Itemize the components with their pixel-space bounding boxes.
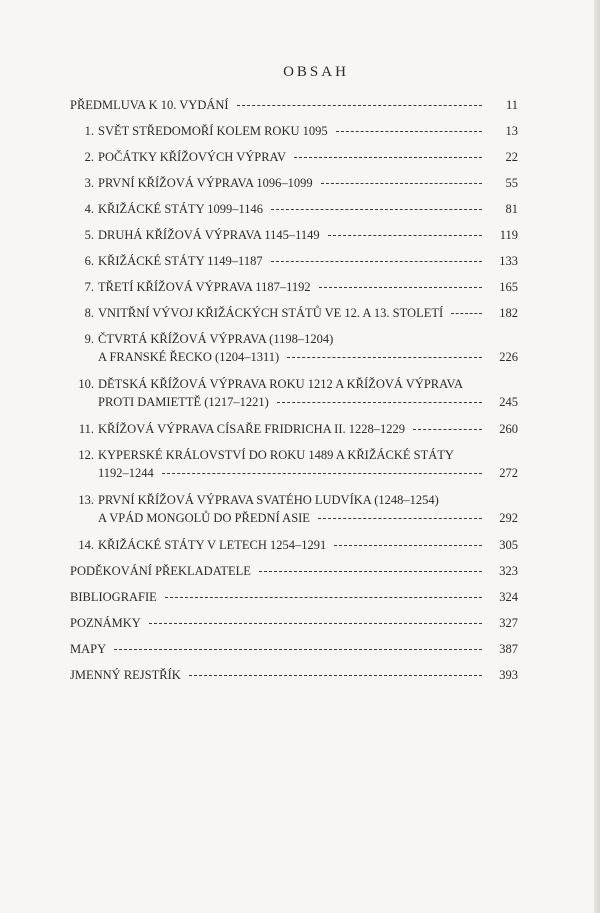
toc-entry-chapter-2[interactable] bbox=[70, 148, 518, 174]
toc-entry-title: KŘIŽÁCKÉ STÁTY 1149–1187 bbox=[98, 254, 263, 268]
toc-entry-title: ČTVRTÁ KŘÍŽOVÁ VÝPRAVA (1198–1204) bbox=[98, 332, 334, 346]
toc-entry-chapter-14[interactable] bbox=[70, 536, 518, 562]
toc-entry-title: KŘÍŽOVÁ VÝPRAVA CÍSAŘE FRIDRICHA II. 1228–1229 bbox=[98, 422, 405, 436]
dot-leader bbox=[413, 428, 482, 430]
dot-leader bbox=[162, 472, 482, 474]
chapter-number: 6. bbox=[84, 254, 94, 268]
dot-leader bbox=[259, 570, 482, 572]
toc-page-number: 55 bbox=[505, 176, 518, 190]
chapter-number: 12. bbox=[78, 448, 94, 462]
toc-entry-title: DRUHÁ KŘÍŽOVÁ VÝPRAVA 1145–1149 bbox=[98, 228, 320, 242]
toc-entry-bibliography[interactable] bbox=[70, 588, 518, 614]
toc-entry-chapter-7[interactable] bbox=[70, 278, 518, 304]
dot-leader bbox=[189, 674, 482, 676]
dot-leader bbox=[271, 208, 482, 210]
chapter-number: 1. bbox=[84, 124, 94, 138]
toc-entry-title-continued: PROTI DAMIETTĚ (1217–1221) bbox=[98, 395, 269, 409]
dot-leader bbox=[294, 156, 482, 158]
dot-leader bbox=[237, 104, 482, 106]
chapter-number: 10. bbox=[78, 377, 94, 391]
chapter-number: 4. bbox=[84, 202, 94, 216]
toc-page-number: 272 bbox=[499, 466, 518, 480]
toc-entry-title: BIBLIOGRAFIE bbox=[70, 590, 157, 604]
toc-entry-title-continued: A FRANSKÉ ŘECKO (1204–1311) bbox=[98, 350, 280, 364]
toc-entry-chapter-4[interactable] bbox=[70, 200, 518, 226]
chapter-number: 7. bbox=[84, 280, 94, 294]
chapter-number: 8. bbox=[84, 306, 94, 320]
chapter-number: 13. bbox=[78, 493, 94, 507]
toc-page-number: 226 bbox=[499, 350, 518, 364]
dot-leader bbox=[336, 130, 482, 132]
toc-entry-chapter-11[interactable] bbox=[70, 420, 518, 446]
toc-entry-chapter-12[interactable] bbox=[70, 446, 518, 491]
dot-leader bbox=[149, 622, 482, 624]
toc-entry-title: KŘIŽÁCKÉ STÁTY 1099–1146 bbox=[98, 202, 264, 216]
dot-leader bbox=[334, 544, 482, 546]
toc-entry-chapter-6[interactable] bbox=[70, 252, 518, 278]
toc-entry-title: MAPY bbox=[70, 642, 107, 656]
toc-entry-title: JMENNÝ REJSTŘÍK bbox=[70, 668, 181, 682]
toc-page-number: 260 bbox=[499, 422, 518, 436]
toc-page-number: 327 bbox=[499, 616, 518, 630]
toc-entry-preface[interactable] bbox=[70, 96, 518, 122]
dot-leader bbox=[287, 356, 482, 358]
toc-page-number: 245 bbox=[499, 395, 518, 409]
toc-page-number: 22 bbox=[505, 150, 518, 164]
dot-leader bbox=[318, 517, 482, 519]
dot-leader bbox=[277, 401, 482, 403]
toc-page-number: 324 bbox=[499, 590, 518, 604]
toc-page-number: 133 bbox=[499, 254, 518, 268]
toc-entry-title: PRVNÍ KŘÍŽOVÁ VÝPRAVA 1096–1099 bbox=[98, 176, 313, 190]
toc-entry-title: TŘETÍ KŘÍŽOVÁ VÝPRAVA 1187–1192 bbox=[98, 280, 311, 294]
chapter-number: 5. bbox=[84, 228, 94, 242]
toc-entry-chapter-8[interactable] bbox=[70, 304, 518, 330]
chapter-number: 11. bbox=[78, 422, 94, 436]
dot-leader bbox=[319, 286, 482, 288]
toc-entry-chapter-1[interactable] bbox=[70, 122, 518, 148]
toc-page-number: 182 bbox=[499, 306, 518, 320]
toc-entry-notes[interactable] bbox=[70, 614, 518, 640]
toc-entry-title-continued: 1192–1244 bbox=[98, 466, 154, 480]
toc-entry-title: POZNÁMKY bbox=[70, 616, 141, 630]
chapter-number: 3. bbox=[84, 176, 94, 190]
toc-entry-title: VNITŘNÍ VÝVOJ KŘIŽÁCKÝCH STÁTŮ VE 12. A 13. STOLETÍ bbox=[98, 306, 444, 320]
dot-leader bbox=[321, 182, 482, 184]
toc-entry-chapter-3[interactable] bbox=[70, 174, 518, 200]
chapter-number: 2. bbox=[84, 150, 94, 164]
dot-leader bbox=[114, 648, 482, 650]
toc-entry-title-continued: A VPÁD MONGOLŮ DO PŘEDNÍ ASIE bbox=[98, 511, 310, 525]
toc-entry-chapter-10[interactable] bbox=[70, 375, 518, 420]
toc-entry-chapter-5[interactable] bbox=[70, 226, 518, 252]
toc-page-number: 13 bbox=[505, 124, 518, 138]
dot-leader bbox=[165, 596, 482, 598]
dot-leader bbox=[328, 234, 482, 236]
toc-entry-title: DĚTSKÁ KŘÍŽOVÁ VÝPRAVA ROKU 1212 A KŘÍŽOVÁ VÝPRAVA bbox=[98, 377, 463, 391]
toc-page-number: 119 bbox=[499, 228, 518, 242]
table-of-contents bbox=[70, 96, 518, 692]
toc-page-number: 165 bbox=[499, 280, 518, 294]
dot-leader bbox=[451, 312, 482, 314]
toc-page-number: 81 bbox=[505, 202, 518, 216]
toc-entry-acknowledgements[interactable] bbox=[70, 562, 518, 588]
toc-entry-chapter-13[interactable] bbox=[70, 491, 518, 536]
toc-page-number: 393 bbox=[499, 668, 518, 682]
chapter-number: 9. bbox=[84, 332, 94, 346]
toc-entry-title: PODĚKOVÁNÍ PŘEKLADATELE bbox=[70, 564, 251, 578]
toc-page-number: 323 bbox=[499, 564, 518, 578]
toc-entry-maps[interactable] bbox=[70, 640, 518, 666]
toc-entry-chapter-9[interactable] bbox=[70, 330, 518, 375]
toc-entry-index[interactable] bbox=[70, 666, 518, 692]
toc-entry-title: PŘEDMLUVA K 10. VYDÁNÍ bbox=[70, 98, 229, 112]
dot-leader bbox=[271, 260, 482, 262]
toc-page-number: 11 bbox=[505, 98, 518, 112]
toc-page-number: 305 bbox=[499, 538, 518, 552]
page-title-text: OBSAH bbox=[283, 64, 349, 80]
toc-entry-title: KŘIŽÁCKÉ STÁTY V LETECH 1254–1291 bbox=[98, 538, 327, 552]
page-title bbox=[0, 64, 600, 81]
chapter-number: 14. bbox=[78, 538, 94, 552]
toc-entry-title: PRVNÍ KŘÍŽOVÁ VÝPRAVA SVATÉHO LUDVÍKA (1248–1254) bbox=[98, 493, 439, 507]
page-edge bbox=[594, 0, 600, 913]
toc-entry-title: KYPERSKÉ KRÁLOVSTVÍ DO ROKU 1489 A KŘIŽÁCKÉ STÁTY bbox=[98, 448, 454, 462]
toc-entry-title: POČÁTKY KŘÍŽOVÝCH VÝPRAV bbox=[98, 150, 286, 164]
toc-page-number: 387 bbox=[499, 642, 518, 656]
toc-page-number: 292 bbox=[499, 511, 518, 525]
toc-entry-title: SVĚT STŘEDOMOŘÍ KOLEM ROKU 1095 bbox=[98, 124, 328, 138]
